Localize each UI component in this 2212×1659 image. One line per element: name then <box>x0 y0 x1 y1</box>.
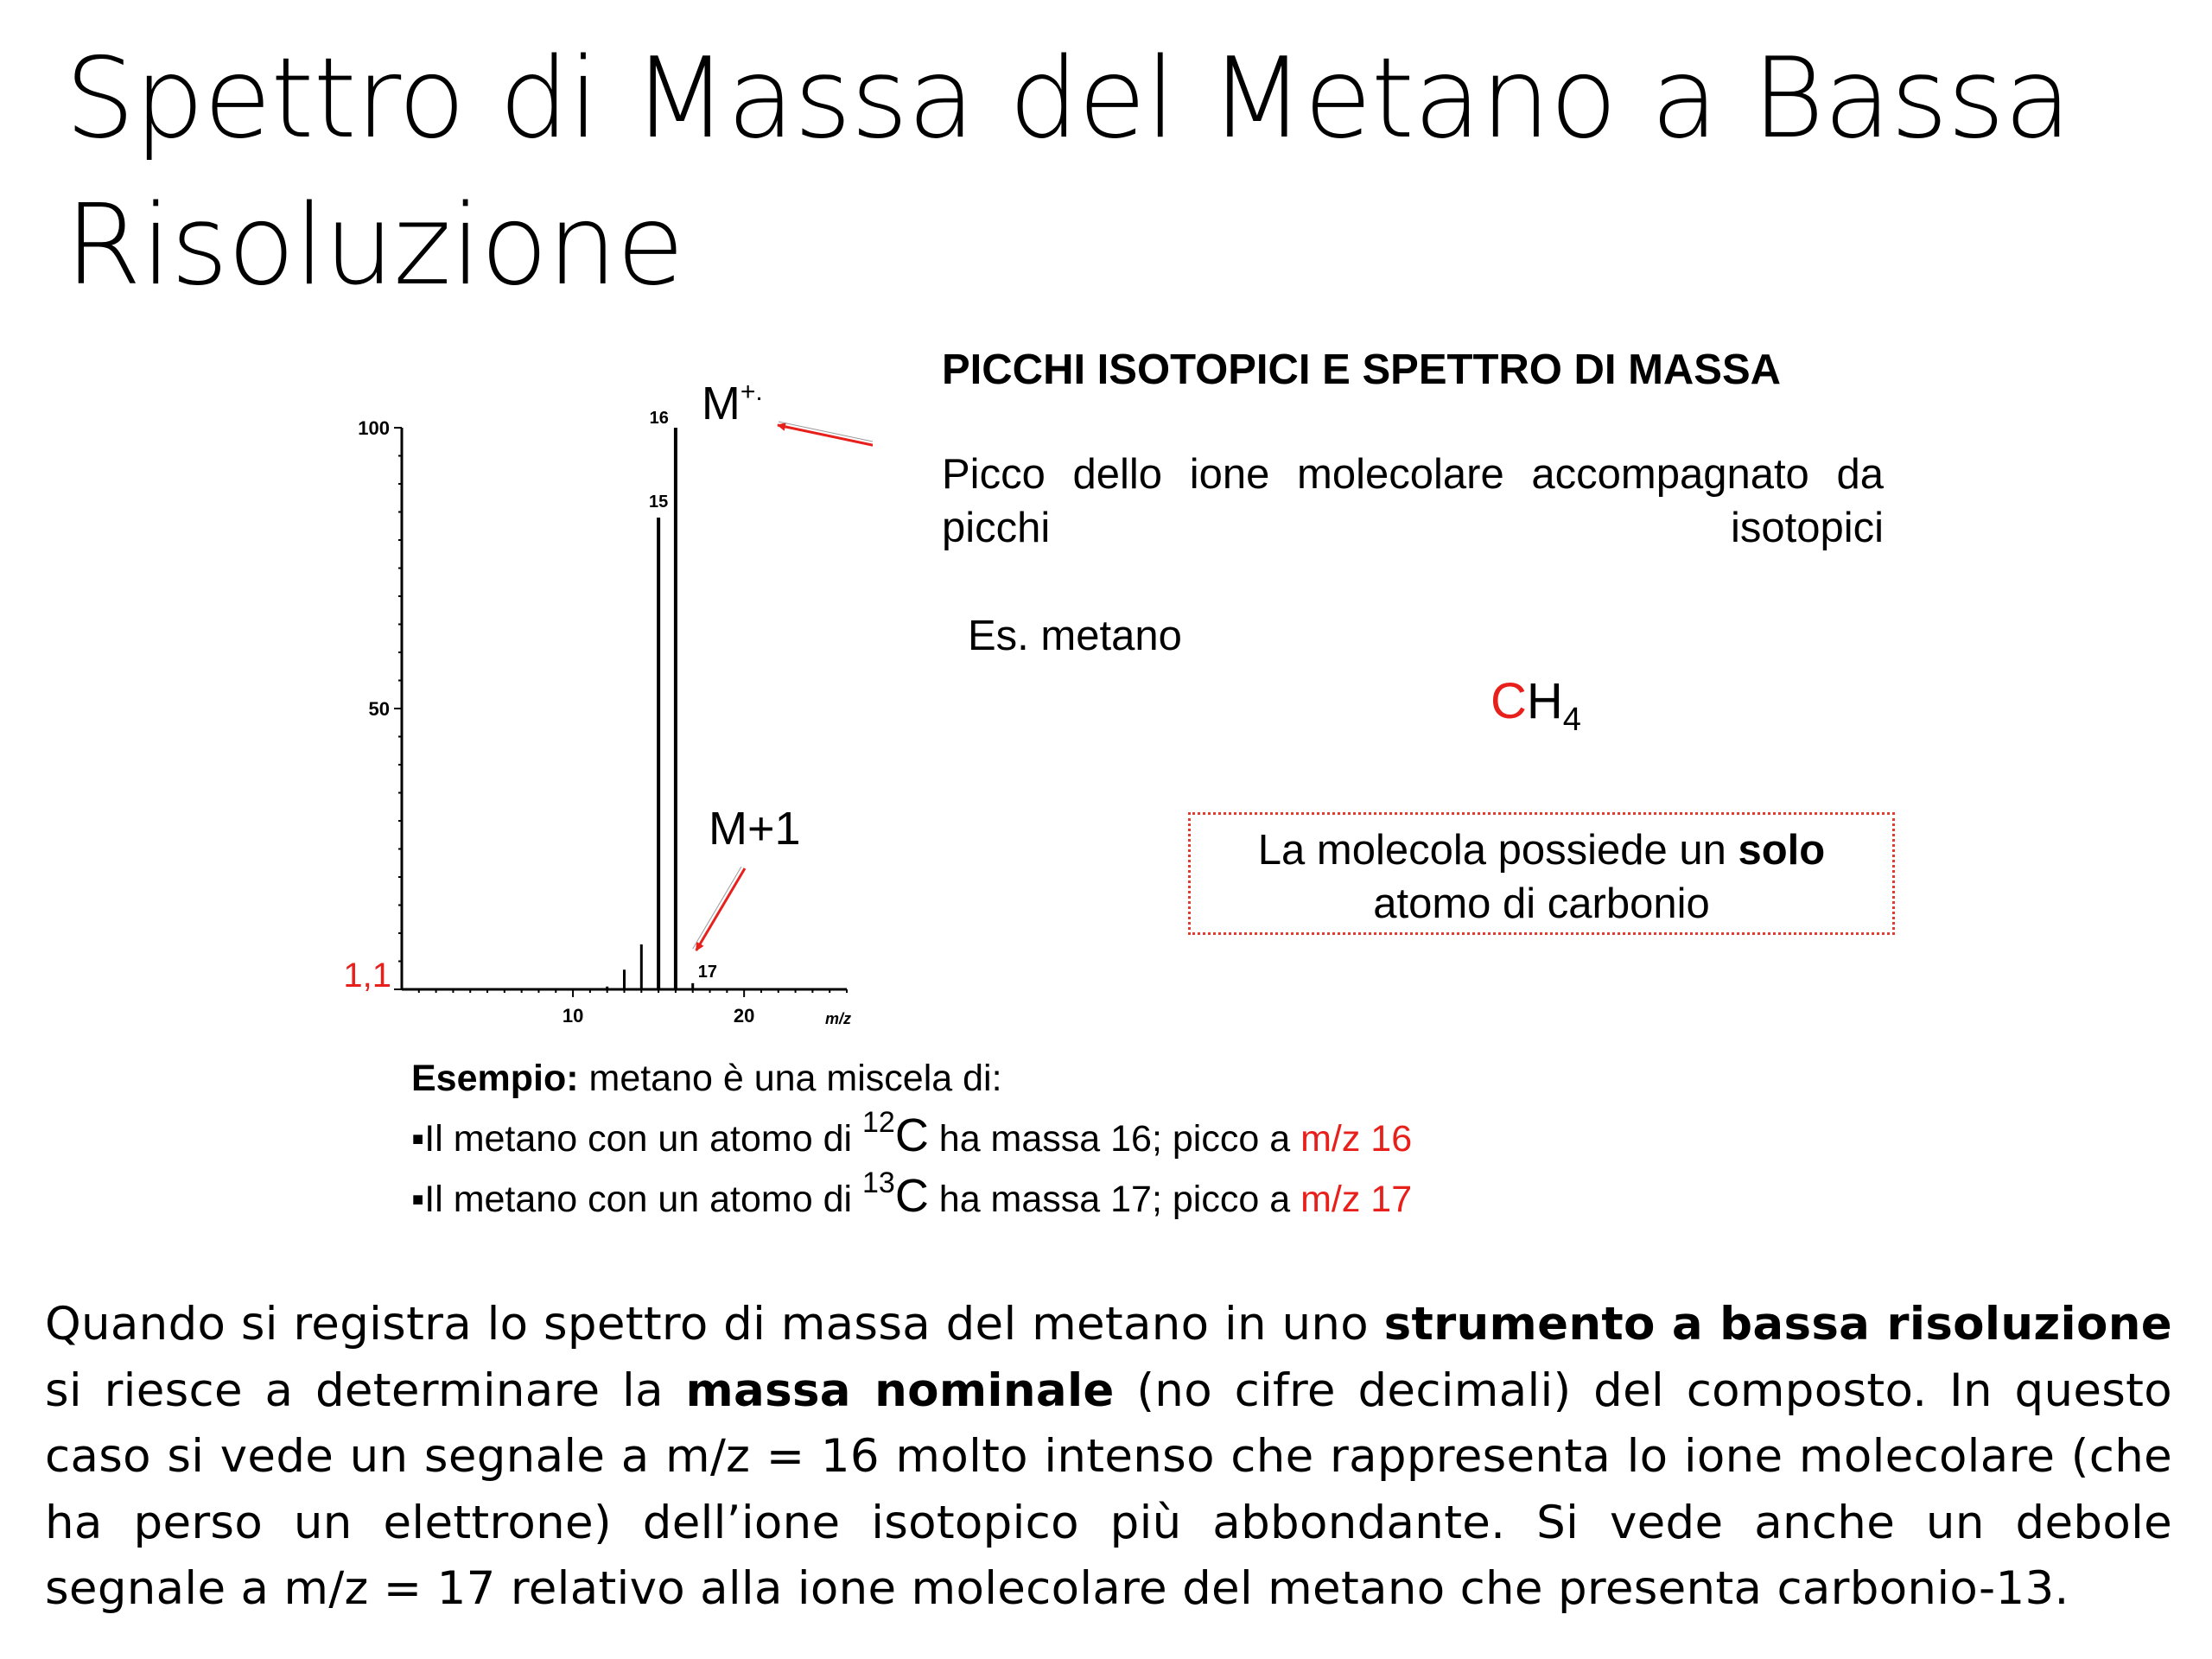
example-heading-text: metano è una miscela di: <box>578 1058 1002 1099</box>
example-heading <box>411 1050 1412 1107</box>
bullet-icon: ▪ <box>411 1179 425 1220</box>
x-axis-label: m/z <box>824 1010 852 1027</box>
slide-title: Spettro di Massa del Metano a Bassa Risoluzione <box>65 35 2071 310</box>
chart-peaks <box>607 428 693 989</box>
molecular-ion-label: M+. <box>702 380 763 429</box>
carbon-note-line <box>1191 823 1892 877</box>
example-item <box>411 1167 1412 1228</box>
description-text <box>942 448 1884 555</box>
bullet-icon: ▪ <box>411 1118 425 1160</box>
peak-label: 17 <box>697 963 717 982</box>
formula-hydrogen: H <box>1526 673 1563 729</box>
molecular-ion-charge: +. <box>740 380 763 406</box>
arrow-shadow <box>779 422 873 455</box>
paragraph-text: Quando si registra lo spettro di massa del metano in uno <box>45 1298 1384 1351</box>
paragraph-text: (no cifre decimali) del composto. In questo caso si vede un segnale a m/z = 16 molto intenso che rappresenta lo ione molecolare (che ha perso un elettrone) dell’ione isotopico più abbondante. Si vede anche un debole segnale a m/z = 17 relativo alla ione molecolare del metano che presenta carbonio-13. <box>45 1363 2172 1615</box>
formula-subscript: 4 <box>1562 702 1581 738</box>
description-line: picchi isotopici <box>942 505 1884 551</box>
chart-annotations <box>693 380 873 950</box>
peak-label: 16 <box>649 409 669 428</box>
element-symbol: C <box>894 1170 929 1222</box>
element-symbol: C <box>894 1109 929 1161</box>
example-item-text: ha massa 17; picco a <box>928 1179 1301 1220</box>
example-item <box>411 1107 1412 1167</box>
methane-formula <box>1491 672 1581 738</box>
y-tick-label: 100 <box>358 417 390 439</box>
explanation-paragraph <box>45 1292 2172 1623</box>
peak-label: 15 <box>648 493 669 512</box>
paragraph-bold: strumento a bassa risoluzione <box>1383 1298 2172 1351</box>
y-tick-label: 50 <box>368 698 390 720</box>
x-tick-label: 20 <box>733 1005 755 1027</box>
example-label: Es. metano <box>968 613 1182 659</box>
m-plus-one-label: M+1 <box>709 803 801 855</box>
section-heading: PICCHI ISOTOPICI E SPETTRO DI MASSA <box>942 346 1782 393</box>
carbon-note-bold: solo <box>1738 827 1826 874</box>
mass-spectrum-chart <box>320 380 873 1054</box>
mz-value: m/z 17 <box>1300 1179 1413 1220</box>
example-item-text: Il metano con un atomo di <box>424 1118 862 1160</box>
mz-value: m/z 16 <box>1300 1118 1413 1160</box>
formula-carbon: C <box>1491 673 1527 729</box>
chart-labels <box>343 409 851 1027</box>
paragraph-bold: massa nominale <box>685 1363 1115 1417</box>
example-block <box>411 1050 1412 1228</box>
x-tick-label: 10 <box>562 1005 584 1027</box>
example-heading-bold: Esempio: <box>411 1058 579 1099</box>
example-item-text: ha massa 16; picco a <box>928 1118 1301 1160</box>
arrow-shadow <box>693 867 741 949</box>
paragraph-text: si riesce a determinare la <box>45 1363 686 1417</box>
chart-axes <box>394 428 847 997</box>
description-line: Picco dello ione molecolare accompagnato da <box>942 451 1884 498</box>
arrow-to-m-plus-one <box>696 868 745 950</box>
isotope-mass: 12 <box>862 1106 895 1139</box>
y-marker-label: 1,1 <box>343 956 391 995</box>
isotope-mass: 13 <box>862 1166 895 1199</box>
carbon-note-text: La molecola possiede un <box>1257 827 1738 874</box>
example-item-text: Il metano con un atomo di <box>424 1179 862 1220</box>
carbon-note-line: atomo di carbonio <box>1373 880 1710 927</box>
carbon-note-box <box>1188 812 1895 935</box>
arrow-to-molecular-ion <box>778 425 873 459</box>
